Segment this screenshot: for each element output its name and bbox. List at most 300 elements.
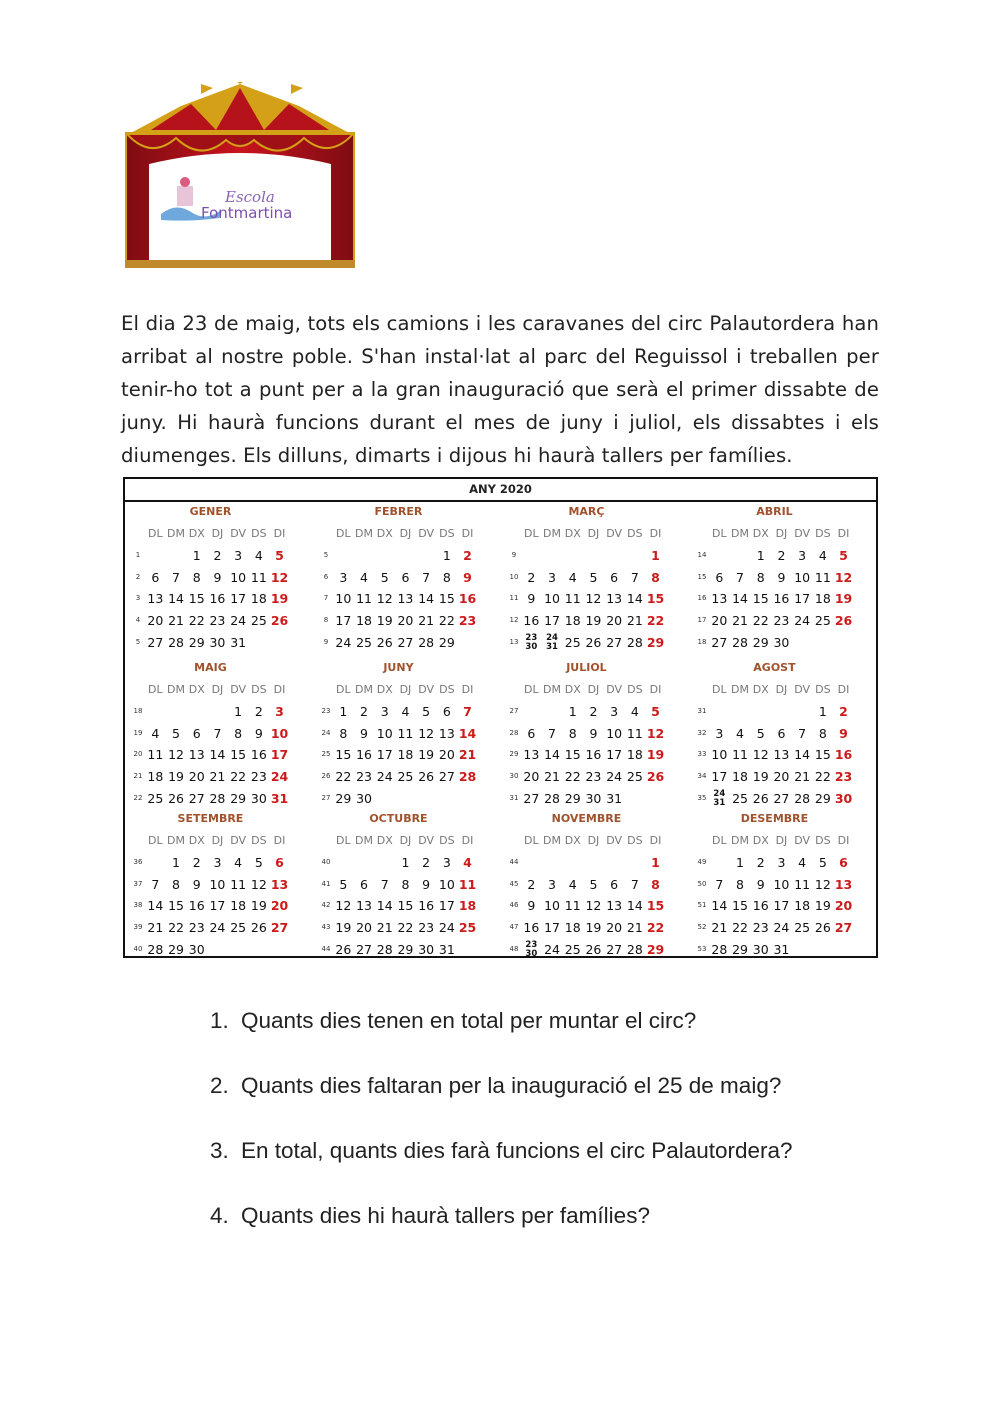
day-cell: 10 bbox=[794, 569, 811, 585]
day-header: DJ bbox=[587, 683, 600, 696]
day-header: DI bbox=[649, 527, 662, 540]
day-cell: 13 bbox=[773, 747, 790, 763]
day-cell: 29 bbox=[646, 634, 665, 650]
day-cell: 28 bbox=[626, 941, 643, 957]
day-cell: 5 bbox=[275, 548, 284, 563]
question-text: Quants dies faltaran per la inauguració el 25 de maig? bbox=[241, 1073, 782, 1098]
day-cell: 13 bbox=[606, 591, 623, 607]
day-cell: 11 bbox=[147, 747, 164, 763]
day-cell: 20 bbox=[188, 769, 205, 785]
day-cell: 13 bbox=[188, 747, 205, 763]
day-cell: 7 bbox=[463, 704, 472, 719]
day-cell: 1 bbox=[736, 855, 744, 870]
day-cell: 29 bbox=[397, 941, 414, 957]
day-cell: 20 bbox=[606, 613, 623, 629]
day-cell: 15 bbox=[814, 747, 831, 763]
day-cell: 16 bbox=[209, 591, 226, 607]
day-cell: 12 bbox=[834, 569, 853, 585]
day-cell: 5 bbox=[589, 569, 598, 585]
day-cell: 31 bbox=[438, 941, 455, 957]
day-cell: 7 bbox=[715, 876, 724, 892]
day-cell: 20 bbox=[270, 898, 289, 914]
week-number: 44 bbox=[321, 944, 331, 953]
day-header: DL bbox=[336, 834, 351, 847]
day-cell: 25 bbox=[794, 920, 811, 936]
day-cell: 24 bbox=[230, 613, 247, 629]
day-cell: 17 bbox=[270, 747, 289, 763]
day-cell: 3 bbox=[213, 855, 222, 870]
day-cell: 3 bbox=[234, 548, 243, 563]
day-cell: 8 bbox=[172, 876, 180, 892]
day-cell: 24 31 bbox=[713, 788, 726, 808]
day-cell: 19 bbox=[335, 920, 352, 936]
day-header: DJ bbox=[399, 683, 412, 696]
day-header: DL bbox=[148, 834, 163, 847]
day-header: DM bbox=[731, 834, 750, 847]
day-cell: 15 bbox=[646, 898, 665, 914]
day-cell: 28 bbox=[458, 769, 477, 785]
day-cell: 23 30 bbox=[525, 632, 538, 652]
day-cell: 6 bbox=[192, 725, 201, 741]
day-header: DV bbox=[418, 527, 435, 540]
day-cell: 8 bbox=[651, 876, 660, 892]
question-item bbox=[210, 1203, 793, 1268]
day-cell: 16 bbox=[773, 591, 790, 607]
day-cell: 6 bbox=[610, 569, 619, 585]
day-cell: 5 bbox=[172, 725, 180, 741]
day-header: DS bbox=[815, 527, 831, 540]
day-header: DM bbox=[731, 527, 750, 540]
day-cell: 12 bbox=[376, 591, 393, 607]
day-cell: 15 bbox=[230, 747, 247, 763]
day-cell: 1 bbox=[818, 704, 827, 719]
week-number: 37 bbox=[133, 879, 143, 888]
day-header: DV bbox=[606, 683, 623, 696]
day-cell: 5 bbox=[589, 876, 598, 892]
day-cell: 21 bbox=[544, 769, 560, 785]
day-cell: 23 bbox=[188, 920, 205, 936]
day-cell: 3 bbox=[777, 855, 786, 870]
day-cell: 14 bbox=[626, 898, 643, 914]
day-cell: 28 bbox=[544, 790, 560, 806]
day-cell: 17 bbox=[230, 591, 247, 607]
month-name: SETEMBRE bbox=[177, 812, 244, 825]
week-number: 2 bbox=[135, 572, 141, 581]
day-cell: 14 bbox=[376, 898, 393, 914]
day-header: DI bbox=[837, 834, 850, 847]
day-cell: 21 bbox=[711, 920, 728, 936]
day-cell: 16 bbox=[250, 747, 267, 763]
day-header: DV bbox=[230, 527, 247, 540]
logo-text-escola: Escola bbox=[225, 188, 275, 206]
week-number: 5 bbox=[135, 637, 141, 646]
day-cell: 11 bbox=[356, 591, 372, 607]
day-cell: 13 bbox=[711, 591, 728, 607]
day-cell: 27 bbox=[773, 790, 790, 806]
day-cell: 2 bbox=[527, 569, 536, 585]
week-number: 29 bbox=[509, 750, 519, 759]
day-cell: 21 bbox=[458, 747, 477, 763]
day-cell: 25 bbox=[250, 613, 267, 629]
day-header: DJ bbox=[211, 834, 224, 847]
day-cell: 24 bbox=[606, 769, 623, 785]
day-cell: 25 bbox=[814, 613, 831, 629]
day-cell: 2 bbox=[589, 704, 598, 719]
week-number: 33 bbox=[697, 750, 707, 759]
day-cell: 11 bbox=[732, 747, 748, 763]
day-cell: 13 bbox=[834, 876, 853, 892]
day-cell: 27 bbox=[523, 790, 540, 806]
day-cell: 3 bbox=[275, 704, 284, 719]
day-header: DJ bbox=[775, 834, 788, 847]
day-cell: 28 bbox=[168, 634, 184, 650]
day-cell: 19 bbox=[376, 613, 393, 629]
day-cell: 23 bbox=[585, 769, 602, 785]
day-cell: 17 bbox=[438, 898, 455, 914]
day-cell: 14 bbox=[147, 898, 164, 914]
day-cell: 6 bbox=[777, 725, 786, 741]
day-cell: 18 bbox=[794, 898, 811, 914]
day-cell: 3 bbox=[798, 548, 807, 563]
day-cell: 9 bbox=[254, 725, 263, 741]
day-header: DJ bbox=[775, 527, 788, 540]
question-item bbox=[210, 1008, 793, 1073]
day-cell: 15 bbox=[168, 898, 184, 914]
day-cell: 1 bbox=[568, 704, 577, 719]
day-cell: 20 bbox=[438, 747, 455, 763]
day-cell: 23 bbox=[752, 920, 769, 936]
week-number: 5 bbox=[323, 551, 329, 559]
question-text: Quants dies tenen en total per muntar el circ? bbox=[241, 1008, 697, 1033]
day-cell: 16 bbox=[523, 920, 540, 936]
day-cell: 16 bbox=[356, 747, 372, 763]
week-number: 50 bbox=[697, 879, 707, 888]
day-cell: 28 bbox=[732, 634, 748, 650]
week-number: 40 bbox=[133, 944, 143, 953]
day-cell: 2 bbox=[839, 704, 848, 719]
day-header: DM bbox=[167, 683, 186, 696]
day-cell: 6 bbox=[527, 725, 536, 741]
day-cell: 3 bbox=[339, 569, 348, 585]
day-cell: 5 bbox=[380, 569, 389, 585]
week-number: 51 bbox=[697, 901, 707, 910]
day-cell: 28 bbox=[626, 634, 643, 650]
week-number: 19 bbox=[133, 728, 143, 737]
day-cell: 17 bbox=[544, 920, 560, 936]
day-cell: 6 bbox=[151, 569, 160, 585]
week-number: 32 bbox=[697, 728, 707, 737]
day-cell: 20 bbox=[834, 898, 853, 914]
day-cell: 26 bbox=[418, 769, 435, 785]
day-cell: 22 bbox=[230, 769, 247, 785]
day-header: DX bbox=[752, 527, 769, 540]
day-cell: 15 bbox=[646, 591, 665, 607]
day-cell: 10 bbox=[544, 591, 560, 607]
week-number: 7 bbox=[323, 594, 329, 603]
week-number: 23 bbox=[321, 707, 331, 715]
day-header: DS bbox=[251, 834, 267, 847]
day-cell: 26 bbox=[376, 634, 393, 650]
day-cell: 30 bbox=[250, 790, 267, 806]
day-cell: 23 bbox=[773, 613, 790, 629]
day-cell: 19 bbox=[814, 898, 831, 914]
day-cell: 1 bbox=[651, 548, 660, 563]
day-cell: 4 bbox=[151, 725, 160, 741]
day-cell: 18 bbox=[564, 613, 581, 629]
day-header: DX bbox=[188, 527, 205, 540]
day-cell: 8 bbox=[736, 876, 744, 892]
day-header: DV bbox=[794, 683, 811, 696]
day-cell: 7 bbox=[172, 569, 180, 585]
day-cell: 21 bbox=[147, 920, 164, 936]
day-cell: 26 bbox=[335, 941, 352, 957]
day-header: DV bbox=[418, 683, 435, 696]
day-cell: 21 bbox=[794, 769, 811, 785]
day-header: DS bbox=[439, 834, 455, 847]
day-header: DJ bbox=[587, 527, 600, 540]
day-cell: 15 bbox=[752, 591, 769, 607]
day-header: DS bbox=[627, 683, 643, 696]
week-number: 27 bbox=[509, 707, 519, 715]
day-header: DL bbox=[524, 683, 539, 696]
day-cell: 3 bbox=[442, 855, 451, 870]
day-cell: 29 bbox=[646, 941, 665, 957]
day-header: DX bbox=[188, 834, 205, 847]
day-cell: 8 bbox=[339, 725, 348, 741]
week-number: 4 bbox=[135, 616, 141, 625]
day-cell: 17 bbox=[606, 747, 623, 763]
month-name: GENER bbox=[189, 505, 232, 518]
week-number: 41 bbox=[321, 879, 331, 888]
day-cell: 31 bbox=[270, 790, 289, 806]
day-cell: 12 bbox=[814, 876, 831, 892]
day-header: DX bbox=[188, 683, 205, 696]
day-cell: 26 bbox=[585, 634, 602, 650]
question-text: En total, quants dies farà funcions el circ Palautordera? bbox=[241, 1138, 793, 1163]
day-cell: 10 bbox=[438, 876, 455, 892]
week-number: 52 bbox=[697, 923, 707, 932]
day-cell: 4 bbox=[736, 725, 744, 741]
day-cell: 15 bbox=[397, 898, 414, 914]
day-header: DJ bbox=[211, 683, 224, 696]
day-cell: 25 bbox=[230, 920, 247, 936]
day-cell: 4 bbox=[798, 855, 807, 870]
day-cell: 3 bbox=[548, 876, 556, 892]
day-header: DJ bbox=[775, 683, 788, 696]
day-cell: 16 bbox=[585, 747, 602, 763]
day-header: DL bbox=[524, 834, 539, 847]
day-cell: 3 bbox=[380, 704, 389, 719]
day-cell: 2 bbox=[254, 704, 263, 719]
day-cell: 21 bbox=[168, 613, 184, 629]
day-cell: 9 bbox=[777, 569, 786, 585]
week-number: 46 bbox=[509, 901, 519, 910]
day-cell: 27 bbox=[834, 920, 853, 936]
day-cell: 5 bbox=[839, 548, 848, 563]
day-cell: 25 bbox=[147, 790, 164, 806]
day-cell: 15 bbox=[732, 898, 748, 914]
day-cell: 19 bbox=[752, 769, 769, 785]
month-name: JUNY bbox=[383, 661, 414, 674]
day-header: DS bbox=[815, 834, 831, 847]
week-number: 24 bbox=[321, 728, 331, 737]
day-header: DM bbox=[543, 834, 562, 847]
day-cell: 23 bbox=[209, 613, 226, 629]
week-number: 39 bbox=[133, 923, 143, 932]
day-cell: 28 bbox=[418, 634, 435, 650]
day-cell: 24 bbox=[438, 920, 455, 936]
day-cell: 30 bbox=[585, 790, 602, 806]
day-cell: 25 bbox=[732, 790, 748, 806]
day-cell: 26 bbox=[250, 920, 267, 936]
day-cell: 19 bbox=[585, 613, 602, 629]
week-number: 43 bbox=[321, 923, 331, 932]
day-header: DS bbox=[627, 834, 643, 847]
day-cell: 3 bbox=[548, 569, 556, 585]
week-number: 35 bbox=[697, 793, 707, 802]
day-cell: 29 bbox=[814, 790, 831, 806]
day-cell: 1 bbox=[756, 548, 765, 563]
day-cell: 23 bbox=[356, 769, 372, 785]
day-cell: 7 bbox=[630, 876, 639, 892]
day-cell: 22 bbox=[168, 920, 184, 936]
day-cell: 25 bbox=[564, 634, 581, 650]
day-cell: 6 bbox=[275, 855, 284, 870]
day-cell: 18 bbox=[230, 898, 247, 914]
day-header: DS bbox=[251, 683, 267, 696]
day-cell: 27 bbox=[397, 634, 414, 650]
day-cell: 21 bbox=[209, 769, 226, 785]
day-cell: 4 bbox=[360, 569, 368, 585]
day-cell: 11 bbox=[230, 876, 247, 892]
calendar-title: ANY 2020 bbox=[125, 479, 876, 502]
day-cell: 19 bbox=[646, 747, 665, 763]
day-header: DJ bbox=[211, 527, 224, 540]
day-cell: 10 bbox=[230, 569, 247, 585]
day-cell: 28 bbox=[147, 941, 164, 957]
day-cell: 1 bbox=[172, 855, 180, 870]
day-header: DL bbox=[712, 834, 727, 847]
week-number: 31 bbox=[697, 707, 707, 715]
day-cell: 20 bbox=[147, 613, 164, 629]
day-cell: 10 bbox=[376, 725, 393, 741]
day-cell: 23 bbox=[458, 613, 477, 629]
day-cell: 9 bbox=[589, 725, 598, 741]
month-name: AGOST bbox=[753, 661, 796, 674]
day-cell: 2 bbox=[422, 855, 431, 870]
day-cell: 27 bbox=[711, 634, 728, 650]
day-cell: 6 bbox=[839, 855, 848, 870]
day-cell: 27 bbox=[270, 920, 289, 936]
day-header: DM bbox=[355, 683, 374, 696]
day-cell: 14 bbox=[544, 747, 560, 763]
day-cell: 13 bbox=[438, 725, 455, 741]
day-cell: 1 bbox=[651, 855, 660, 870]
day-cell: 9 bbox=[756, 876, 765, 892]
day-cell: 30 bbox=[834, 790, 853, 806]
day-cell: 20 bbox=[773, 769, 790, 785]
month-name: FEBRER bbox=[374, 505, 423, 518]
week-number: 9 bbox=[323, 637, 329, 646]
day-cell: 20 bbox=[356, 920, 372, 936]
day-cell: 9 bbox=[527, 591, 536, 607]
week-number: 17 bbox=[697, 616, 707, 625]
day-header: DV bbox=[606, 527, 623, 540]
day-cell: 30 bbox=[418, 941, 435, 957]
day-cell: 7 bbox=[422, 569, 431, 585]
day-cell: 12 bbox=[646, 725, 665, 741]
week-number: 20 bbox=[133, 750, 143, 759]
day-cell: 2 bbox=[527, 876, 536, 892]
month-name: ABRIL bbox=[756, 505, 793, 518]
day-header: DI bbox=[461, 683, 474, 696]
day-cell: 7 bbox=[798, 725, 807, 741]
day-cell: 5 bbox=[339, 876, 348, 892]
day-cell: 24 31 bbox=[546, 632, 558, 652]
day-cell: 9 bbox=[463, 569, 472, 585]
day-cell: 16 bbox=[458, 591, 477, 607]
day-header: DL bbox=[148, 527, 163, 540]
day-cell: 9 bbox=[192, 876, 201, 892]
day-cell: 21 bbox=[626, 920, 643, 936]
day-cell: 15 bbox=[564, 747, 581, 763]
day-cell: 2 bbox=[777, 548, 786, 563]
day-cell: 12 bbox=[585, 898, 602, 914]
day-cell: 28 bbox=[711, 941, 728, 957]
day-cell: 21 bbox=[626, 613, 643, 629]
day-cell: 27 bbox=[356, 941, 372, 957]
question-number: 3. bbox=[210, 1138, 229, 1163]
day-cell: 29 bbox=[564, 790, 581, 806]
day-cell: 12 bbox=[752, 747, 769, 763]
day-cell: 6 bbox=[715, 569, 724, 585]
day-cell: 21 bbox=[418, 613, 435, 629]
day-cell: 11 bbox=[564, 898, 581, 914]
day-cell: 13 bbox=[147, 591, 164, 607]
day-cell: 30 bbox=[188, 941, 205, 957]
day-cell: 7 bbox=[213, 725, 222, 741]
week-number: 27 bbox=[321, 793, 331, 802]
day-cell: 20 bbox=[606, 920, 623, 936]
day-header: DI bbox=[461, 834, 474, 847]
day-header: DS bbox=[439, 527, 455, 540]
day-cell: 14 bbox=[458, 725, 477, 741]
day-cell: 18 bbox=[356, 613, 372, 629]
day-cell: 11 bbox=[564, 591, 581, 607]
calendar-2020 bbox=[123, 477, 878, 958]
week-number: 11 bbox=[509, 594, 519, 603]
day-cell: 22 bbox=[397, 920, 414, 936]
day-cell: 2 bbox=[213, 548, 222, 563]
day-header: DX bbox=[376, 683, 393, 696]
day-cell: 4 bbox=[401, 704, 410, 719]
day-header: DI bbox=[649, 834, 662, 847]
day-cell: 30 bbox=[209, 634, 226, 650]
day-cell: 16 bbox=[834, 747, 853, 763]
day-cell: 18 bbox=[147, 769, 164, 785]
day-header: DX bbox=[564, 527, 581, 540]
week-number: 26 bbox=[321, 772, 331, 781]
day-header: DV bbox=[230, 834, 247, 847]
month-name: DESEMBRE bbox=[740, 812, 809, 825]
day-cell: 18 bbox=[626, 747, 643, 763]
day-header: DL bbox=[524, 527, 539, 540]
day-header: DX bbox=[752, 683, 769, 696]
day-cell: 10 bbox=[606, 725, 623, 741]
day-cell: 28 bbox=[794, 790, 811, 806]
week-number: 8 bbox=[323, 616, 329, 625]
day-cell: 26 bbox=[585, 941, 602, 957]
